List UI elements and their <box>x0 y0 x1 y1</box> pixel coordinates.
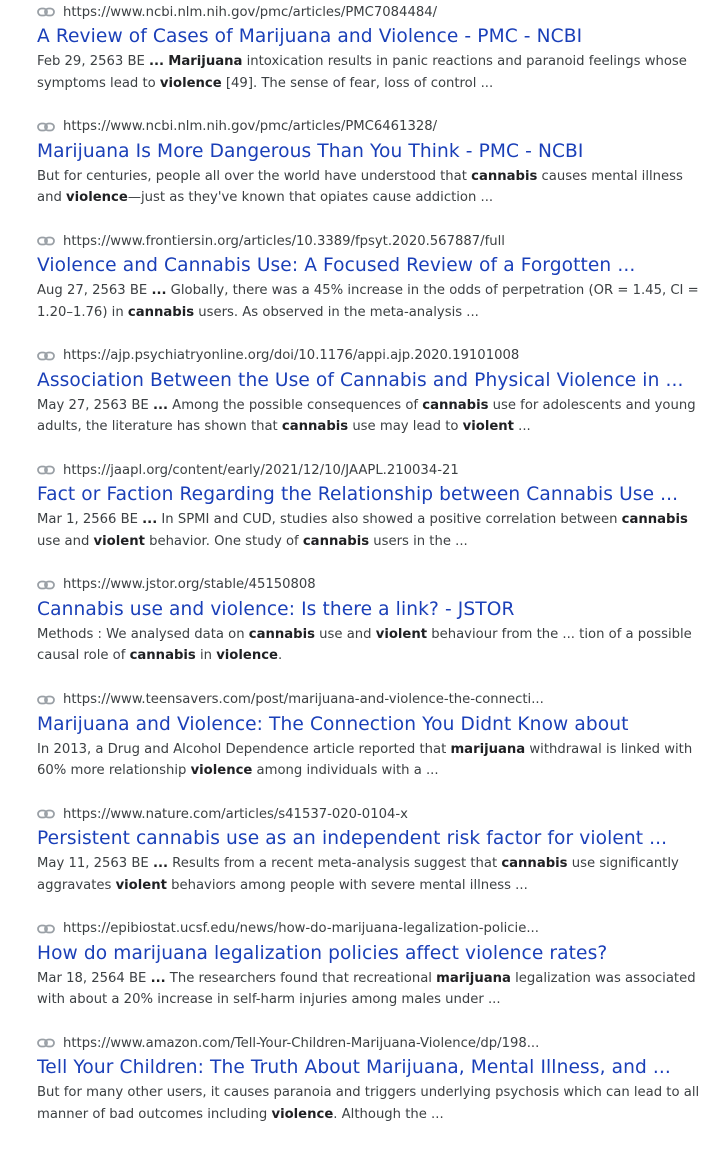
search-result <box>37 917 708 1032</box>
snippet-text: . <box>277 648 283 664</box>
snippet-text: ... <box>513 419 531 435</box>
result-url-line[interactable] <box>37 346 708 366</box>
snippet-highlight: ... <box>151 283 167 299</box>
snippet-highlight: cannabis <box>501 856 568 872</box>
search-result <box>37 115 708 230</box>
snippet-text: Aug 27, 2563 BE <box>37 283 152 299</box>
result-url[interactable]: https://www.teensavers.com/post/marijuana-and-violence-the-connecti... <box>63 692 544 708</box>
result-url[interactable]: https://www.amazon.com/Tell-Your-Children-Marijuana-Violence/dp/198... <box>63 1035 540 1051</box>
result-url-line[interactable] <box>37 575 708 595</box>
snippet-text: use may lead to <box>348 419 463 435</box>
result-url[interactable]: https://epibiostat.ucsf.edu/news/how-do-marijuana-legalization-policie... <box>63 921 539 937</box>
snippet-text: causes mental illness and <box>37 168 683 206</box>
snippet-text: But for centuries, people all over the world have understood that <box>37 168 472 184</box>
link-icon <box>37 7 55 17</box>
snippet-text: May 11, 2563 BE <box>37 856 153 872</box>
snippet-highlight: violence <box>190 763 253 779</box>
snippet-highlight: ... <box>142 512 158 528</box>
result-title-link[interactable]: Marijuana Is More Dangerous Than You Think - PMC - NCBI <box>37 140 584 162</box>
snippet-highlight: violence <box>271 1106 334 1122</box>
snippet-text: . Although the ... <box>333 1106 444 1122</box>
link-icon <box>37 1038 55 1048</box>
link-icon <box>37 236 55 246</box>
link-icon <box>37 695 55 705</box>
result-url[interactable]: https://www.ncbi.nlm.nih.gov/pmc/articles/PMC7084484/ <box>63 4 438 20</box>
snippet-text: users in the ... <box>369 533 468 549</box>
result-title-link[interactable]: Marijuana and Violence: The Connection You Didnt Know about <box>37 713 629 735</box>
result-url[interactable]: https://jaapl.org/content/early/2021/12/10/JAAPL.210034-21 <box>63 462 459 478</box>
snippet-text: behavior. One study of <box>144 533 303 549</box>
result-title-link[interactable]: Cannabis use and violence: Is there a link? - JSTOR <box>37 598 515 620</box>
snippet-text: Globally, there was a 45% increase in the odds of perpetration (OR = 1.45, CI = 1.20–1.76) in <box>37 283 699 320</box>
snippet-highlight: cannabis <box>127 304 195 320</box>
result-url[interactable]: https://www.nature.com/articles/s41537-020-0104-x <box>63 806 408 822</box>
snippet-highlight: violence <box>216 648 278 664</box>
result-title-link[interactable]: Violence and Cannabis Use: A Focused Review of a Forgotten ... <box>37 255 636 277</box>
result-url-line[interactable] <box>37 690 708 710</box>
search-result <box>37 802 708 917</box>
snippet-highlight: marijuana <box>450 741 526 757</box>
search-result <box>37 1031 708 1146</box>
result-snippet <box>37 968 708 1011</box>
result-url-line[interactable] <box>37 460 708 480</box>
snippet-text: behaviour from the ... tion of a possible causal role of <box>37 626 692 664</box>
snippet-highlight: ... <box>149 54 165 69</box>
snippet-text: —just as they've known that opiates cause addiction ... <box>127 190 494 206</box>
snippet-text: Mar 18, 2564 BE <box>37 970 151 986</box>
result-url-line[interactable] <box>37 804 708 824</box>
result-title-link[interactable]: A Review of Cases of Marijuana and Violence - PMC - NCBI <box>37 26 583 47</box>
result-url-line[interactable] <box>37 1033 708 1053</box>
search-result <box>37 573 708 688</box>
snippet-highlight: ... <box>152 856 168 872</box>
result-url-line[interactable] <box>37 919 708 939</box>
snippet-text: Among the possible consequences of <box>167 397 423 413</box>
link-icon <box>37 809 55 819</box>
result-snippet <box>37 51 708 94</box>
result-url-line[interactable] <box>37 231 708 251</box>
snippet-text: Feb 29, 2563 BE <box>37 54 150 69</box>
snippet-text: [49]. The sense of fear, loss of control ... <box>221 75 494 91</box>
snippet-highlight: Marijuana <box>168 54 243 69</box>
result-title-link[interactable]: Persistent cannabis use as an independent risk factor for violent ... <box>37 828 668 850</box>
snippet-text: withdrawal is linked with 60% more relationship <box>37 741 693 779</box>
snippet-highlight: cannabis <box>281 419 349 435</box>
snippet-text: use and <box>37 533 94 549</box>
snippet-text: use significantly aggravates <box>37 856 679 893</box>
snippet-text: In 2013, a Drug and Alcohol Dependence article reported that <box>37 741 451 757</box>
result-snippet <box>37 853 708 896</box>
snippet-highlight: violence <box>66 190 128 206</box>
snippet-text: legalization was associated with about a 20% increase in self-harm injuries among males under ... <box>37 970 696 1008</box>
snippet-text: The researchers found that recreational <box>165 970 437 986</box>
snippet-text: use and <box>314 626 376 642</box>
result-url-line[interactable] <box>37 2 708 22</box>
link-icon <box>37 351 55 361</box>
result-title-link[interactable]: Fact or Faction Regarding the Relationship between Cannabis Use ... <box>37 484 679 506</box>
snippet-highlight: cannabis <box>621 512 688 528</box>
result-snippet <box>37 166 708 209</box>
snippet-highlight: violent <box>115 877 167 893</box>
result-url[interactable]: https://www.frontiersin.org/articles/10.3389/fpsyt.2020.567887/full <box>63 233 505 249</box>
link-icon <box>37 580 55 590</box>
result-url[interactable]: https://www.jstor.org/stable/45150808 <box>63 577 316 593</box>
result-snippet <box>37 509 708 552</box>
snippet-text: behaviors among people with severe mental illness ... <box>166 877 528 893</box>
snippet-highlight: violent <box>375 626 428 642</box>
link-icon <box>37 465 55 475</box>
result-snippet <box>37 1082 708 1125</box>
snippet-text: in <box>195 648 217 664</box>
snippet-highlight: cannabis <box>129 648 196 664</box>
result-snippet <box>37 624 708 667</box>
snippet-text: use for adolescents and young adults, the literature has shown that <box>37 397 696 435</box>
search-result <box>37 458 708 573</box>
snippet-text: intoxication results in panic reactions and paranoid feelings whose symptoms lead to <box>37 54 687 91</box>
link-icon <box>37 122 55 132</box>
snippet-highlight: violent <box>93 533 145 549</box>
snippet-highlight: cannabis <box>471 168 538 184</box>
snippet-highlight: cannabis <box>422 397 489 413</box>
result-snippet <box>37 280 708 323</box>
snippet-text: Methods : We analysed data on <box>37 626 249 642</box>
snippet-text: In SPMI and CUD, studies also showed a positive correlation between <box>157 512 622 528</box>
snippet-highlight: cannabis <box>248 626 315 642</box>
snippet-highlight: marijuana <box>436 970 511 986</box>
snippet-highlight: violence <box>159 75 222 91</box>
snippet-highlight: cannabis <box>302 533 370 549</box>
result-title-link[interactable]: How do marijuana legalization policies affect violence rates? <box>37 942 608 964</box>
result-snippet <box>37 739 708 782</box>
snippet-text: But for many other users, it causes paranoia and triggers underlying psychosis which can lead to all manner of bad outcomes including <box>37 1085 700 1122</box>
link-icon <box>37 924 55 934</box>
snippet-text: among individuals with a ... <box>252 763 439 779</box>
snippet-text: users. As observed in the meta-analysis ... <box>194 304 479 320</box>
snippet-highlight: ... <box>152 397 168 413</box>
result-title-link[interactable]: Tell Your Children: The Truth About Marijuana, Mental Illness, and ... <box>37 1057 671 1079</box>
search-result <box>37 344 708 459</box>
result-url-line[interactable] <box>37 117 708 137</box>
snippet-text: Mar 1, 2566 BE <box>37 512 143 528</box>
snippet-highlight: ... <box>150 970 166 986</box>
snippet-text: May 27, 2563 BE <box>37 397 153 413</box>
snippet-text: Results from a recent meta-analysis suggest that <box>167 856 502 872</box>
search-result <box>37 229 708 344</box>
snippet-highlight: violent <box>462 419 514 435</box>
result-url[interactable]: https://ajp.psychiatryonline.org/doi/10.1176/appi.ajp.2020.19101008 <box>63 348 520 364</box>
result-snippet <box>37 395 708 438</box>
result-url[interactable]: https://www.ncbi.nlm.nih.gov/pmc/articles/PMC6461328/ <box>63 119 438 135</box>
search-result <box>37 0 708 115</box>
result-title-link[interactable]: Association Between the Use of Cannabis and Physical Violence in ... <box>37 369 684 391</box>
search-result <box>37 688 708 803</box>
